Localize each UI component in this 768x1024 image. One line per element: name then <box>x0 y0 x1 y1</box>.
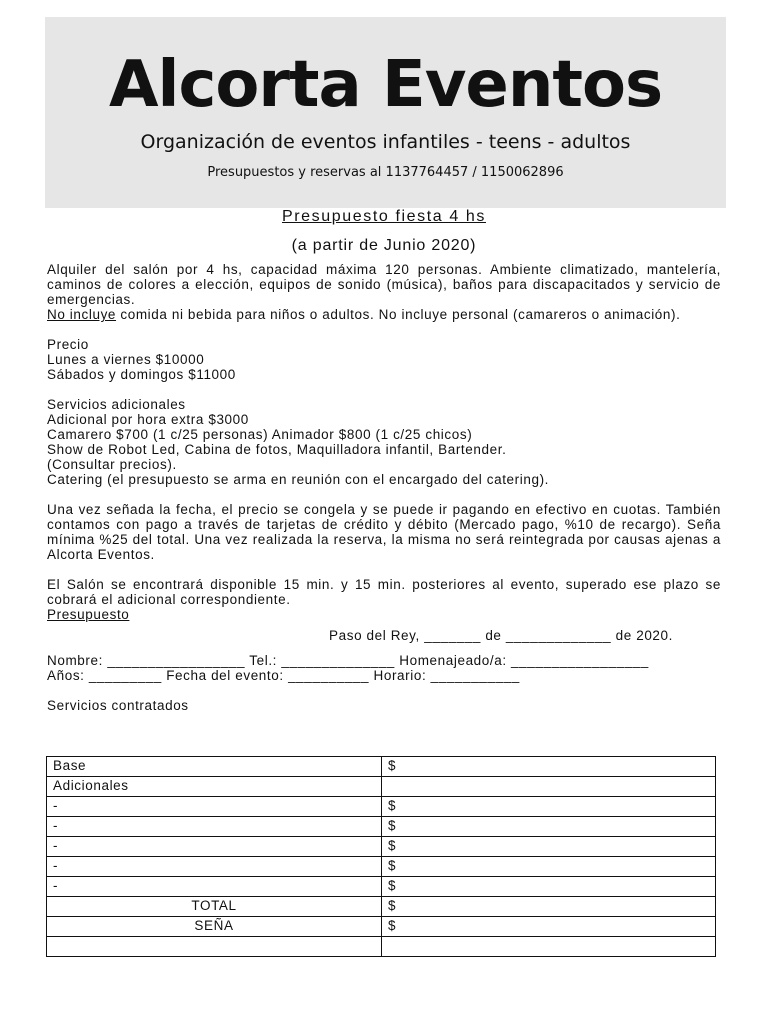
servicios-contratados-heading: Servicios contratados <box>47 698 189 713</box>
table-row <box>47 817 716 837</box>
service-name-cell: - <box>47 817 382 837</box>
servicio-line: Adicional por hora extra $3000 <box>47 412 249 427</box>
service-price-cell: $ <box>382 877 716 897</box>
servicio-line: Show de Robot Led, Cabina de fotos, Maquilladora infantil, Bartender. <box>47 442 507 457</box>
no-incluye-paragraph <box>47 307 721 322</box>
service-name-cell: - <box>47 797 382 817</box>
condiciones-paragraph: Una vez señada la fecha, el precio se congela y se puede ir pagando en efectivo en cuotas. También contamos con pago a través de tarjetas de crédito y débito (Mercado pago, %10 de recargo). Seña mínima %25 del total. Una vez realizada la reserva, la misma no será reintegrada por causas ajenas a Alcorta Eventos. <box>47 502 721 562</box>
service-name-cell: Adicionales <box>47 777 382 797</box>
table-row <box>47 877 716 897</box>
presupuesto-label: Presupuesto <box>47 607 130 622</box>
date-line: Paso del Rey, _______ de _____________ de 2020. <box>329 628 673 643</box>
service-name-cell: Base <box>47 757 382 777</box>
service-price-cell: $ <box>382 797 716 817</box>
table-row <box>47 837 716 857</box>
service-price-cell: $ <box>382 917 716 937</box>
no-incluye-label: No incluye <box>47 307 117 322</box>
document-title: Presupuesto fiesta 4 hs <box>281 208 486 225</box>
servicio-line: Camarero $700 (1 c/25 personas) Animador $800 (1 c/25 chicos) <box>47 427 473 442</box>
table-row <box>47 857 716 877</box>
service-price-cell: $ <box>382 857 716 877</box>
table-row <box>47 937 716 957</box>
services-table <box>46 756 716 957</box>
table-row <box>47 797 716 817</box>
service-price-cell <box>382 777 716 797</box>
service-name-cell: - <box>47 877 382 897</box>
form-row-name: Nombre: _________________ Tel.: ______________ Homenajeado/a: _________________ <box>47 653 649 668</box>
document-body <box>47 206 721 713</box>
precio-heading: Precio <box>47 337 89 352</box>
table-row <box>47 917 716 937</box>
tagline: Organización de eventos infantiles - teens - adultos <box>140 131 631 153</box>
service-price-cell: $ <box>382 817 716 837</box>
disponibilidad-paragraph: El Salón se encontrará disponible 15 min. y 15 min. posteriores al evento, superado ese plazo se cobrará el adicional correspondiente. <box>47 577 721 607</box>
table-row <box>47 757 716 777</box>
catering-line: Catering (el presupuesto se arma en reunión con el encargado del catering). <box>47 472 550 487</box>
service-price-cell: $ <box>382 757 716 777</box>
table-row <box>47 777 716 797</box>
no-incluye-text: comida ni bebida para niños o adultos. No incluye personal (camareros o animación). <box>116 307 681 322</box>
table-row <box>47 897 716 917</box>
brand-logo-text: Alcorta Eventos <box>108 48 663 122</box>
servicios-adicionales-heading: Servicios adicionales <box>47 397 186 412</box>
contact-info: Presupuestos y reservas al 1137764457 / 1150062896 <box>207 165 564 180</box>
precio-weekdays: Lunes a viernes $10000 <box>47 352 205 367</box>
service-name-cell: - <box>47 857 382 877</box>
service-price-cell: $ <box>382 897 716 917</box>
service-price-cell <box>382 937 716 957</box>
service-name-cell: TOTAL <box>47 897 382 917</box>
precio-weekend: Sábados y domingos $11000 <box>47 367 236 382</box>
service-price-cell: $ <box>382 837 716 857</box>
servicio-line: (Consultar precios). <box>47 457 177 472</box>
header-banner <box>45 17 726 208</box>
service-name-cell <box>47 937 382 957</box>
form-row-age: Años: _________ Fecha del evento: __________ Horario: ___________ <box>47 668 520 683</box>
document-subtitle: (a partir de Junio 2020) <box>291 237 477 254</box>
intro-paragraph: Alquiler del salón por 4 hs, capacidad máxima 120 personas. Ambiente climatizado, mantelería, caminos de colores a elección, equipos de sonido (música), baños para discapacitados y servicio de emergencias. <box>47 262 721 307</box>
service-name-cell: SEÑA <box>47 917 382 937</box>
service-name-cell: - <box>47 837 382 857</box>
